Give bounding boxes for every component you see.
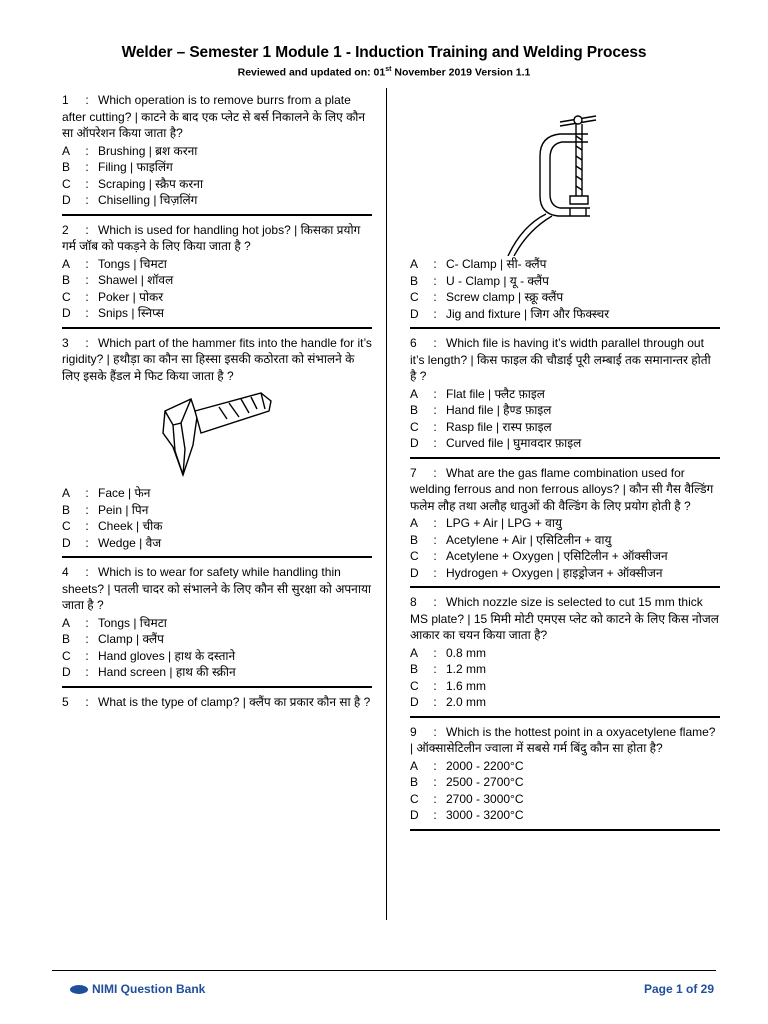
option-text: Acetylene + Oxygen | एसिटिलीन + ऑक्सीजन	[446, 549, 668, 563]
option-c[interactable]	[410, 419, 720, 436]
option-a[interactable]	[62, 143, 372, 160]
option-letter: A	[410, 516, 419, 530]
option-text: Hand file | हैण्ड फ़ाइल	[446, 403, 552, 417]
option-text: Chiselling | चिज़लिंग	[98, 193, 198, 207]
option-text: Screw clamp | स्क्रू क्लैंप	[446, 290, 564, 304]
question-4	[62, 564, 372, 681]
option-d[interactable]	[410, 807, 720, 824]
option-separator: :	[85, 519, 89, 533]
left-column	[62, 92, 372, 711]
option-text: Curved file | घुमावदार फ़ाइल	[446, 436, 582, 450]
option-text: 0.8 mm	[446, 645, 487, 660]
question-9	[410, 724, 720, 824]
option-c[interactable]	[410, 678, 720, 695]
question-separator: :	[85, 93, 89, 107]
question-6	[410, 335, 720, 452]
option-c[interactable]	[62, 518, 372, 535]
option-letter: C	[62, 648, 71, 663]
question-text: Which is used for handling hot jobs? | किसका प्रयोग गर्म जॉब को पकड़ने के लिए किया जाता है ?	[62, 222, 361, 253]
option-a[interactable]	[62, 485, 372, 502]
question-separator: :	[433, 465, 437, 480]
question-separator: :	[85, 222, 89, 237]
option-letter: A	[62, 486, 71, 500]
option-text: Scraping | स्क्रैप करना	[98, 176, 204, 191]
option-text: Acetylene + Air | एसिटिलीन + वायु	[446, 532, 612, 547]
option-text: Pein | पिन	[98, 502, 149, 517]
option-text: Wedge | वैज	[98, 535, 162, 550]
option-separator: :	[433, 645, 437, 660]
question-text: Which operation is to remove burrs from a plate after cutting? | काटने के बाद एक प्लेट से बर्स निकालने के लिए कौन सा ऑपरेशन किया जाता है?	[62, 93, 366, 140]
question-number: 4	[62, 565, 69, 579]
option-letter: B	[62, 160, 71, 174]
option-separator: :	[433, 419, 437, 434]
option-d[interactable]	[62, 192, 372, 209]
option-letter: D	[62, 193, 71, 207]
option-text: Clamp | क्लैंप	[98, 632, 164, 646]
option-a[interactable]	[410, 256, 720, 273]
option-d[interactable]	[410, 694, 720, 711]
option-letter: D	[410, 306, 419, 321]
question-divider	[62, 556, 372, 558]
question-divider	[410, 716, 720, 718]
option-a[interactable]	[62, 615, 372, 632]
question-5-continued	[410, 96, 720, 322]
option-separator: :	[85, 615, 89, 630]
hammer-figure	[62, 385, 372, 485]
page-number: Page 1 of 29	[643, 982, 714, 996]
option-c[interactable]	[410, 289, 720, 306]
option-letter: C	[410, 419, 419, 434]
question-separator: :	[85, 694, 89, 709]
option-letter: C	[410, 791, 419, 806]
question-divider	[62, 327, 372, 329]
option-separator: :	[85, 306, 89, 320]
option-text: Poker | पोकर	[98, 289, 164, 304]
question-number: 1	[62, 93, 69, 107]
option-separator: :	[433, 403, 437, 417]
footer-divider	[52, 970, 716, 971]
question-text: What is the type of clamp? | क्लैंप का प्रकार कौन सा है ?	[98, 694, 371, 709]
option-d[interactable]	[62, 305, 372, 322]
option-separator: :	[433, 290, 437, 304]
option-d[interactable]	[410, 306, 720, 323]
option-a[interactable]	[410, 645, 720, 662]
option-separator: :	[433, 516, 437, 530]
option-letter: B	[410, 403, 419, 417]
question-text: Which part of the hammer fits into the handle for it’s rigidity? | हथौड़ा का कौन सा हिस्सा इसकी कठोरता को संभालने के लिए इसके हैंडल मे फिट किया जाता है ?	[62, 335, 372, 383]
option-separator: :	[433, 532, 437, 547]
option-text: Hydrogen + Oxygen | हाइड्रोजन + ऑक्सीजन	[446, 565, 663, 580]
question-7	[410, 465, 720, 582]
option-separator: :	[85, 193, 89, 207]
option-letter: B	[410, 532, 419, 547]
option-letter: A	[410, 758, 419, 773]
option-text: 2500 - 2700°C	[446, 775, 524, 789]
option-b[interactable]	[410, 661, 720, 678]
option-separator: :	[433, 662, 437, 676]
question-8	[410, 594, 720, 711]
option-a[interactable]	[62, 256, 372, 273]
question-5	[62, 694, 372, 711]
option-text: U - Clamp | यू - क्लैंप	[446, 273, 549, 288]
right-column	[410, 96, 720, 837]
option-letter: C	[410, 678, 419, 693]
option-letter: B	[62, 502, 71, 517]
option-text: 1.2 mm	[446, 662, 487, 676]
option-text: 2700 - 3000°C	[446, 791, 524, 806]
option-letter: A	[62, 143, 71, 158]
question-number: 7	[410, 465, 417, 480]
option-letter: D	[410, 565, 419, 580]
subtitle-sup: st	[385, 66, 392, 73]
option-c[interactable]	[62, 176, 372, 193]
question-divider	[410, 327, 720, 329]
option-letter: D	[62, 665, 71, 679]
option-text: Tongs | चिमटा	[98, 256, 167, 271]
option-letter: D	[410, 695, 419, 709]
question-1	[62, 92, 372, 209]
option-text: Hand gloves | हाथ के दस्ताने	[98, 648, 236, 663]
nimi-logo-icon	[70, 985, 88, 994]
question-text: Which is to wear for safety while handling thin sheets? | पतली चादर को संभालने के लिए कौन सी सुरक्षा को अपनाया जाता है ?	[62, 565, 372, 612]
question-divider	[62, 686, 372, 688]
option-separator: :	[85, 176, 89, 191]
option-letter: C	[410, 549, 419, 563]
question-3	[62, 335, 372, 552]
option-separator: :	[433, 436, 437, 450]
footer-left-text: NIMI Question Bank	[92, 982, 206, 996]
question-separator: :	[433, 595, 437, 609]
option-letter: D	[62, 306, 71, 320]
question-separator: :	[85, 335, 89, 350]
option-separator: :	[433, 306, 437, 321]
question-number: 9	[410, 724, 417, 739]
question-divider	[62, 214, 372, 216]
option-separator: :	[433, 273, 437, 288]
question-number: 6	[410, 336, 417, 350]
option-text: Jig and fixture | जिग और फिक्स्चर	[446, 306, 610, 321]
option-d[interactable]	[410, 435, 720, 452]
option-b[interactable]	[410, 273, 720, 290]
option-letter: D	[62, 535, 71, 550]
option-letter: A	[62, 615, 71, 630]
question-number: 5	[62, 694, 69, 709]
option-b[interactable]	[62, 272, 372, 289]
option-separator: :	[433, 775, 437, 789]
option-separator: :	[433, 678, 437, 693]
option-c[interactable]	[410, 791, 720, 808]
question-2	[62, 222, 372, 322]
option-c[interactable]	[62, 648, 372, 665]
option-letter: B	[62, 632, 71, 646]
option-text: Shawel | शॉवल	[98, 273, 174, 287]
option-separator: :	[433, 257, 437, 271]
option-separator: :	[433, 386, 437, 401]
question-text: What are the gas flame combination used for welding ferrous and non ferrous alloys? | कौन सी गैस वैल्डिंग फलेम लौह तथा अलौह धातुओं की वैल्डिंग के लिए प्रयोग होती है ?	[410, 465, 714, 513]
option-separator: :	[433, 549, 437, 563]
option-letter: A	[62, 256, 71, 271]
option-letter: A	[410, 257, 419, 271]
option-d[interactable]	[410, 565, 720, 582]
option-letter: C	[62, 519, 71, 533]
option-a[interactable]	[410, 758, 720, 775]
option-text: Tongs | चिमटा	[98, 615, 167, 630]
option-text: Face | फेन	[98, 486, 151, 500]
question-separator: :	[433, 336, 437, 350]
question-text: Which nozzle size is selected to cut 15 mm thick MS plate? | 15 मिमी मोटी एमएस प्लेट को काटने के लिए किस नोजल आकार का चयन किया जाता है?	[410, 595, 719, 642]
option-text: 1.6 mm	[446, 678, 487, 693]
option-b[interactable]	[410, 402, 720, 419]
option-separator: :	[85, 535, 89, 550]
option-text: 3000 - 3200°C	[446, 808, 524, 822]
question-divider	[410, 829, 720, 831]
question-number: 3	[62, 335, 69, 350]
option-letter: D	[410, 808, 419, 822]
option-b[interactable]	[410, 532, 720, 549]
option-separator: :	[85, 160, 89, 174]
option-separator: :	[85, 256, 89, 271]
option-a[interactable]	[410, 515, 720, 532]
option-b[interactable]	[410, 774, 720, 791]
option-letter: A	[410, 645, 419, 660]
column-divider	[386, 88, 387, 920]
footer-brand	[70, 982, 205, 996]
option-c[interactable]	[410, 548, 720, 565]
option-b[interactable]	[62, 502, 372, 519]
option-letter: B	[410, 775, 419, 789]
question-text: Which file is having it’s width parallel through out it’s length? | किस फाइल की चौडाई पूरी लम्बाई तक समानान्तर होती है ?	[410, 336, 711, 383]
option-separator: :	[85, 273, 89, 287]
option-separator: :	[85, 648, 89, 663]
question-number: 2	[62, 222, 69, 237]
option-text: C- Clamp | सी- क्लैंप	[446, 257, 547, 271]
option-text: Snips | स्निप्स	[98, 306, 165, 320]
page-title: Welder – Semester 1 Module 1 - Induction Training and Welding Process	[121, 44, 647, 61]
option-letter: C	[410, 290, 419, 304]
option-letter: D	[410, 436, 419, 450]
option-separator: :	[433, 758, 437, 773]
question-divider	[410, 586, 720, 588]
option-text: Cheek | चीक	[98, 519, 163, 533]
option-c[interactable]	[62, 289, 372, 306]
option-separator: :	[433, 695, 437, 709]
option-letter: B	[410, 273, 419, 288]
option-d[interactable]	[62, 664, 372, 681]
subtitle-post: November 2019 Version 1.1	[391, 66, 531, 79]
option-a[interactable]	[410, 386, 720, 403]
question-separator: :	[433, 724, 437, 739]
option-separator: :	[433, 791, 437, 806]
option-separator: :	[85, 665, 89, 679]
option-letter: B	[410, 662, 419, 676]
question-divider	[410, 457, 720, 459]
option-text: Flat file | फ्लैट फ़ाइल	[446, 386, 545, 401]
option-text: Hand screen | हाथ की स्क्रीन	[98, 665, 236, 679]
option-letter: C	[62, 176, 71, 191]
option-separator: :	[85, 486, 89, 500]
question-text: Which is the hottest point in a oxyacetylene flame? | ऑक्सासेटिलीन ज्वाला में सबसे गर्म बिंदु कौन सा होता है?	[410, 724, 716, 755]
question-number: 8	[410, 595, 417, 609]
option-separator: :	[85, 632, 89, 646]
option-separator: :	[433, 565, 437, 580]
option-letter: C	[62, 289, 71, 304]
option-separator: :	[433, 808, 437, 822]
option-letter: A	[410, 386, 419, 401]
c-clamp-figure	[410, 96, 720, 256]
option-text: 2000 - 2200°C	[446, 758, 524, 773]
option-text: Rasp file | रास्प फ़ाइल	[446, 419, 552, 434]
page-subtitle	[0, 66, 768, 79]
option-text: Filing | फाइलिंग	[98, 160, 173, 174]
subtitle-pre: Reviewed and updated on: 01	[237, 66, 386, 79]
option-b[interactable]	[62, 159, 372, 176]
option-separator: :	[85, 289, 89, 304]
option-separator: :	[85, 502, 89, 517]
option-letter: B	[62, 273, 71, 287]
option-text: 2.0 mm	[446, 695, 487, 709]
option-separator: :	[85, 143, 89, 158]
option-text: Brushing | ब्रश करना	[98, 143, 198, 158]
question-separator: :	[85, 565, 89, 579]
option-b[interactable]	[62, 631, 372, 648]
option-text: LPG + Air | LPG + वायु	[446, 516, 562, 530]
option-d[interactable]	[62, 535, 372, 552]
